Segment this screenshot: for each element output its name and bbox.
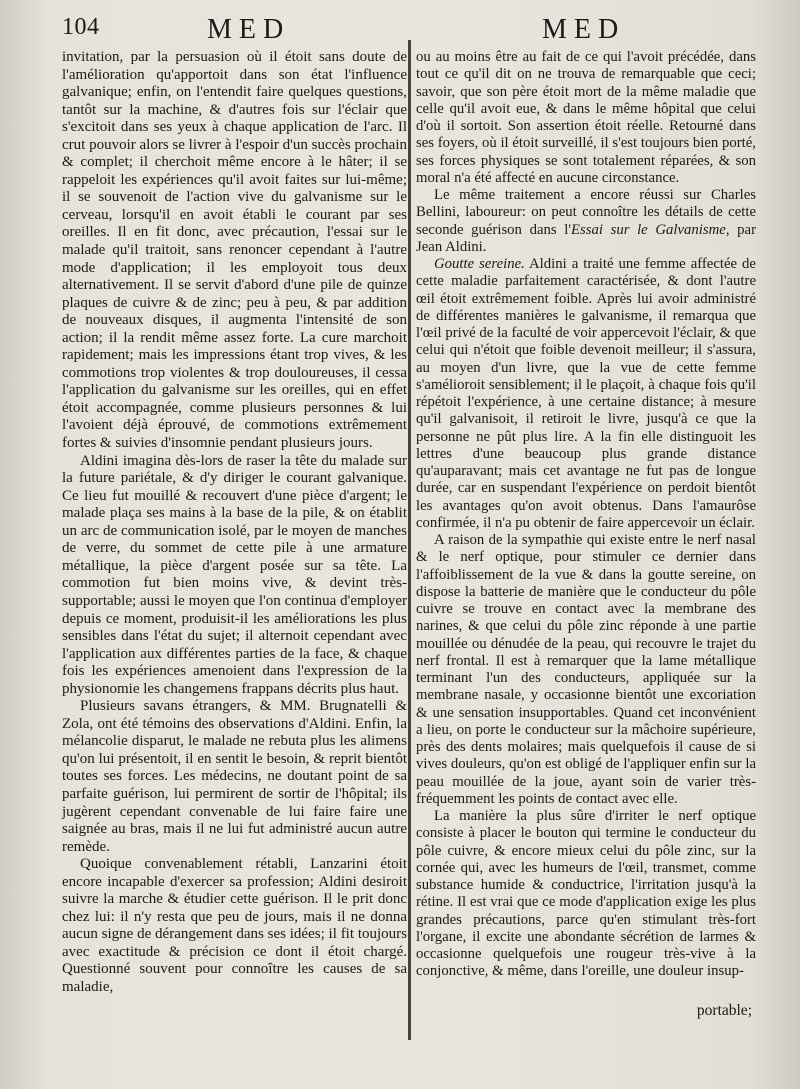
catchword: portable;	[696, 1002, 752, 1019]
running-header	[62, 8, 760, 48]
paragraph: Quoique convenablement rétabli, Lanzarini étoit encore incapable d'exercer sa profession; Aldini desiroit suivre la marche & étudier cette guérison. Il le prit donc chez lui: il n'y resta que peu de jours, mais il ne donna aucun signe de dérangement dans ses idées; il fit toujours avec exactitude & précision ce dont il étoit chargé. Questionné souvent pour connoître les causes de sa maladie,	[62, 856, 407, 995]
book-title: Essai sur le Galvanisme	[571, 221, 726, 238]
text-run: , par Jean Aldini.	[416, 221, 756, 255]
right-running-title: MED	[542, 14, 626, 45]
section-heading: Goutte sereine.	[434, 256, 525, 272]
page-number: 104	[62, 14, 100, 40]
paragraph	[416, 187, 756, 256]
text-run: Aldini a traité une femme affectée de cette maladie parfaitement caractérisée, & dont l'autre œil étoit extrêmement foible. Après lui avoir administré de différentes manières le galvanisme, il remarqua que l'œil privé de la faculté de voir appercevoit l'éclair, & que celui qui n'étoit que foible devenoit meilleur; il s'assura, au moyen d'un livre, que la vue de cette femme s'amélioroit sensiblement; il le plaçoit, à chaque fois qu'il répétoit l'expérience, à une certaine distance; à mesure qu'il galvanisoit, il retiroit le livre, jusqu'à ce que la personne ne pût plus lire. A la fin elle distinguoit les lettres d'une beaucoup plus grande distance qu'auparavant; mais cet avantage ne fut pas de longue durée, car en suspendant l'expérience on perdoit bientôt les avantages qu'on avoit obtenus. Dans l'amaurôse confirmée, il n'a pu obtenir de faire appercevoir un éclair.	[416, 256, 756, 531]
paragraph: invitation, par la persuasion où il étoit sans doute de l'amélioration qu'apportoit dans son état l'influence galvanique; enfin, on l'entendit faire quelques questions, tantôt sur la machine, & d'autres fois sur l'éclair que s'excitoit dans ses yeux à chaque application de l'arc. Il crut pouvoir alors se livrer à l'espoir d'un succès prochain & complet; il cherchoit même encore à le hâter; il se rappeloit les expériences qu'il avoit faites sur lui-même; il se souvenoit de l'action vive du galvanisme sur le cerveau, lorsqu'il en avoit établi le courant par ses oreilles. Il en fit donc, avec précaution, l'essai sur le malade qu'il traitoit, sans renoncer cependant à l'autre mode d'application; il les employoit tous deux alternativement. Il se servit d'abord d'une pile de quinze plaques de cuivre & de zinc; peu à peu, & par addition de nouveaux disques, il augmenta l'intensité de son action; il la rendit même assez forte. La cure marchoit rapidement; mais les impressions étant trop vives, & les commotions trop violentes & trop douloureuses, il cessa l'application du galvanisme sur les oreilles, qui en effet étoit accompagnée, comme plusieurs personnes & lui l'avoient déjà éprouvé, de commotions extrêmement fortes & suivies d'insomnie pendant plusieurs jours.	[62, 49, 407, 452]
column-divider	[408, 40, 411, 1040]
paragraph: A raison de la sympathie qui existe entre le nerf nasal & le nerf optique, pour stimuler ce dernier dans l'affoiblissement de la vue & dans la goutte sereine, on dispose la batterie de manière que le conducteur du pôle cuivre se trouve en contact avec la membrane des narines, & que celui du pôle zinc réponde à une partie mouillée ou dénudée de la peau, qui recouvre le trajet du nerf frontal. Il est à remarquer que la lame métallique terminant l'un des conducteurs, appliquée sur la membrane nasale, y occasionne bientôt une excoriation & une sensation insupportables. Quand cet inconvénient a lieu, on porte le conducteur sur la mâchoire supérieure, près des dents molaires; mais quelquefois il cause de si vives douleurs, qu'on est obligé de l'appliquer enfin sur la peau mouillée de la joue, ayant soin de varier très-fréquemment les points de contact avec elle.	[416, 532, 756, 807]
left-running-title: MED	[207, 14, 291, 45]
paragraph: Plusieurs savans étrangers, & MM. Brugnatelli & Zola, ont été témoins des observations d'Aldini. Enfin, la mélancolie disparut, le malade ne rebuta plus les alimens qu'on lui présentoit, il en sentit le besoin, & reprit bientôt toutes ses forces. Les médecins, ne doutant point de sa parfaite guérison, lui permirent de sortir de l'hôpital; ils jugèrent cependant convenable de lui faire faire une saignée au bras, mais il ne lui fut administré aucun autre remède.	[62, 698, 407, 855]
paragraph: La manière la plus sûre d'irriter le nerf optique consiste à placer le bouton qui termine le conducteur du pôle cuivre, & encore mieux celui du pôle zinc, sur la cornée qui, avec les humeurs de l'œil, transmet, comme substance humide & conductrice, l'irritation jusqu'à la rétine. Il est vrai que ce mode d'application exige les plus grandes précautions, parce qu'en stimulant très-fort l'organe, il excite une abondante sécrétion de larmes & occasionne quelquefois une rougeur très-vive à la conjonctive, & même, dans l'oreille, une douleur insup-	[416, 808, 756, 980]
paragraph	[416, 256, 756, 532]
right-column	[416, 49, 756, 981]
paragraph: ou au moins être au fait de ce qui l'avoit précédée, dans tout ce qu'il dit on ne trouva de remarquable que ceci; savoir, que son père étoit mort de la même maladie que celle qu'il avoit eue, & dans le même hôpital que celui d'où il sortoit. Son assertion étoit réelle. Retourné dans ses foyers, où il étoit surveillé, il s'est toujours bien porté, ses forces physiques se sont totalement réparées, & son moral n'a été affecté en aucune circonstance.	[416, 49, 756, 186]
left-column	[62, 49, 407, 997]
paragraph: Aldini imagina dès-lors de raser la tête du malade sur la future pariétale, & d'y diriger le courant galvanique. Ce lieu fut mouillé & recouvert d'une pièce d'argent; le malade plaça ses mains à la base de la pile, & on établit un arc de communication isolé, par le moyen de manches de verre, du sommet de cette pile à une armature métallique, la pièce d'argent posée sur sa tête. La commotion fut bien moins vive, & devint très-supportable; aussi le moyen que l'on continua d'employer depuis ce moment, produisit-il les améliorations les plus sensibles dans l'état du sujet; il alternoit cependant avec l'application aux différentes parties de la face, & chaque fois les expériences amenoient dans l'expression de la physionomie les changemens frappans décrits plus haut.	[62, 452, 407, 697]
text-run: Le même traitement a encore réussi sur Charles Bellini, laboureur: on peut connoître les détails de cette seconde guérison dans l'	[416, 187, 756, 238]
